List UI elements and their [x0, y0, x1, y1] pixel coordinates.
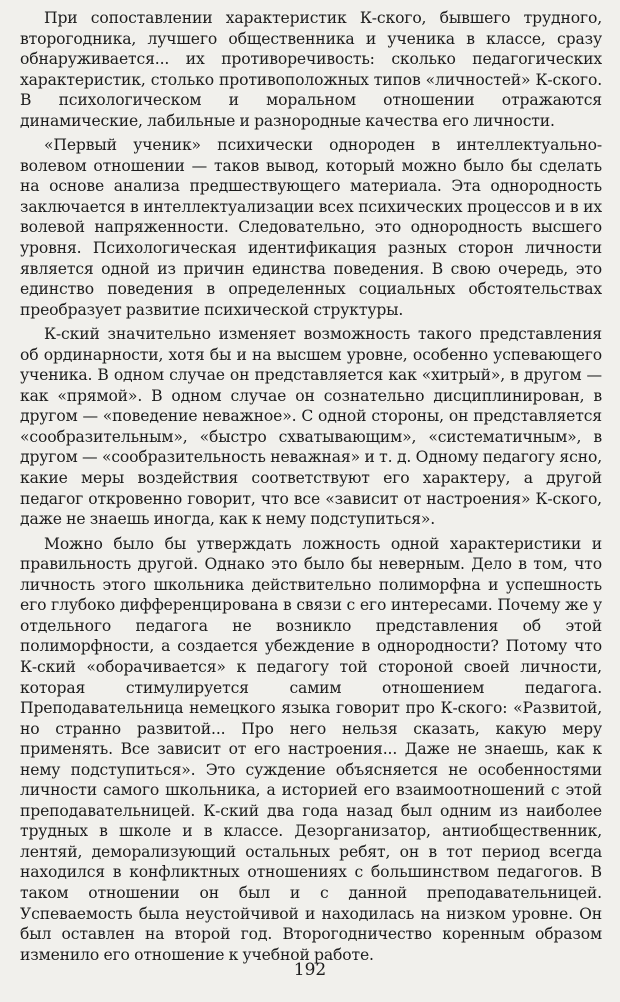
page-text-block	[20, 8, 602, 969]
paragraph-2: «Первый ученик» психически однороден в интеллектуально-волевом отношении — таков вывод, который можно было бы сделать на основе анализа предшествующего материала. Эта однородность заключается в интеллектуализации всех психических процессов и в их волевой напряженности. Следовательно, это однородность высшего уровня. Психологическая идентификация разных сторон личности является одной из причин единства поведения. В свою очередь, это единство поведения в определенных социальных обстоятельствах преобразует развитие психической структуры.	[20, 136, 602, 319]
paragraph-1: При сопоставлении характеристик К-ского, бывшего трудного, второгодника, лучшего общественника и ученика в классе, сразу обнаруживается... их противоречивость: сколько педагогических характеристик, столько противоположных типов «личностей» К-ского. В психологическом и моральном отношении отражаются динамические, лабильные и разнородные качества его личности.	[20, 9, 602, 130]
page-number: 192	[293, 960, 327, 980]
paragraph-3: К-ский значительно изменяет возможность такого представления об ординарности, хотя бы и на высшем уровне, особенно успевающего ученика. В одном случае он представляется как «хитрый», в другом — как «прямой». В одном случае он сознательно дисциплинирован, в другом — «поведение неважное». С одной стороны, он представляется «сообразительным», «быстро схватывающим», «систематичным», в другом — «сообразительность неважная» и т. д. Одному педагогу ясно, какие меры воздействия соответствуют его характеру, а другой педагог откровенно говорит, что все «зависит от настроения» К-ского, даже не знаешь иногда, как к нему подступиться».	[20, 325, 602, 529]
paragraph-4: Можно было бы утверждать ложность одной характеристики и правильность другой. Однако это было бы неверным. Дело в том, что личность этого школьника действительно полиморфна и успешность его глубоко дифференцирована в связи с его интересами. Почему же у отдельного педагога не возникло представления об этой полиморфности, а создается убеждение в однородности? Потому что К-ский «оборачивается» к педагогу той стороной своей личности, которая стимулируется самим отношением педагога. Преподавательница немецкого языка говорит про К-ского: «Развитой, но странно развитой... Про него нельзя сказать, какую меру применять. Все зависит от его настроения... Даже не знаешь, как к нему подступиться». Это суждение объясняется не особенностями личности самого школьника, а историей его взаимоотношений с этой преподавательницей. К-ский два года назад был одним из наиболее трудных в школе и в классе. Дезорганизатор, антиобщественник, лентяй, деморализующий остальных ребят, он в тот период всегда находился в конфликтных отношениях с большинством педагогов. В таком отношении он был и с данной преподавательницей. Успеваемость была неустойчивой и находилась на низком уровне. Он был оставлен на второй год. Второгодничество коренным образом изменило его отношение к учебной работе.	[20, 534, 602, 964]
